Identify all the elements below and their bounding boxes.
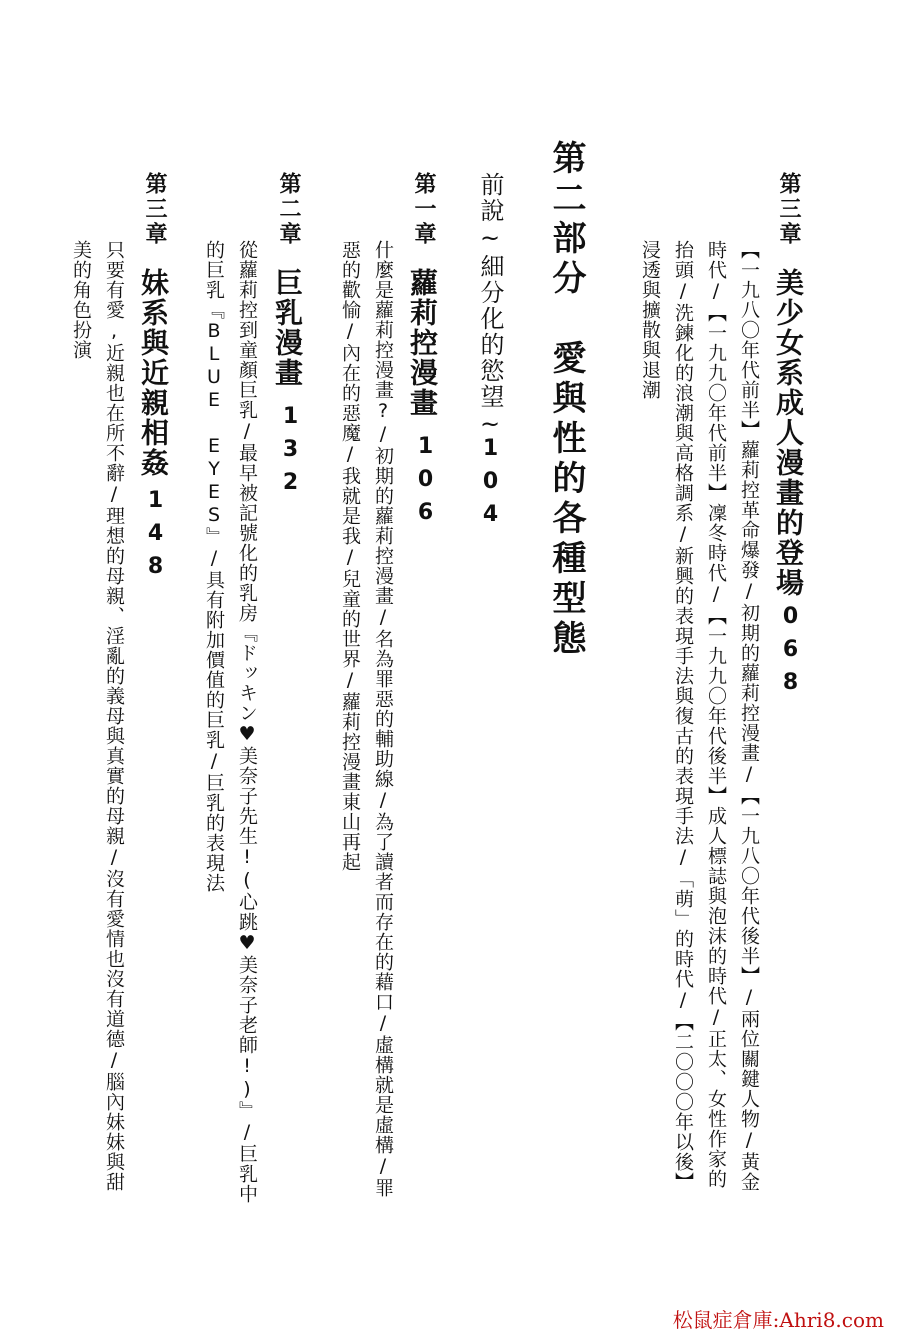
chapter-summary-line: 惡的歡愉/內在的惡魔/我就是我/兒童的世界/蘿莉控漫畫東山再起 [339,240,361,872]
preface-title: 前說~細分化的慾望~ [476,172,504,440]
chapter-summary-line: 美的角色扮演 [70,240,92,360]
chapter-title: 妹系與近親相姦 [137,268,170,478]
page-number: 132 [278,404,303,503]
part-title: 第二部分 愛與性的各種型態 [546,140,586,660]
chapter-summary-line: 的巨乳『BLUE EYES』/具有附加價值的巨乳/巨乳的表現法 [203,240,225,893]
chapter-label: 第一章 [411,172,436,247]
chapter-summary-line: 什麼是蘿莉控漫畫?/初期的蘿莉控漫畫/名為罪惡的輔助線/為了讀者而存在的藉口/虛構就是虛構/罪 [372,240,394,1198]
chapter-summary-line: 抬頭/洗鍊化的浪潮與高格調系/新興的表現手法與復古的表現手法/「萌」的時代/【二〇〇〇年以後】 [672,240,694,1192]
page-number: 068 [778,604,803,703]
chapter-label: 第三章 [776,172,801,247]
chapter-title: 蘿莉控漫畫 [406,268,439,418]
chapter-summary-line: 只要有愛,近親也在所不辭/理想的母親、淫亂的義母與真實的母親/沒有愛情也沒有道德/腦內妹妹與甜 [103,240,125,1192]
page-number: 104 [478,436,503,535]
watermark: 松鼠症倉庫:Ahri8.com [672,1308,884,1332]
chapter-summary-line: 【一九八〇年代前半】蘿莉控革命爆發/初期的蘿莉控漫畫/【一九八〇年代後半】/兩位關鍵人物/黃金 [738,240,760,1192]
page-number: 106 [413,434,438,533]
chapter-summary-line: 從蘿莉控到童顏巨乳/最早被記號化的乳房『ドッキン♥美奈子先生!(心跳♥美奈子老師!)』/巨乳中 [236,240,258,1204]
page-number: 148 [143,488,168,587]
chapter-label: 第三章 [142,172,167,247]
chapter-title: 美少女系成人漫畫的登場 [772,268,805,598]
chapter-summary-line: 浸透與擴散與退潮 [639,240,661,400]
chapter-summary-line: 時代/【一九九〇年代前半】凜冬時代/【一九九〇年代後半】成人標誌與泡沫的時代/正太、女性作家的 [705,240,727,1189]
chapter-label: 第二章 [276,172,301,247]
chapter-title: 巨乳漫畫 [271,268,304,388]
